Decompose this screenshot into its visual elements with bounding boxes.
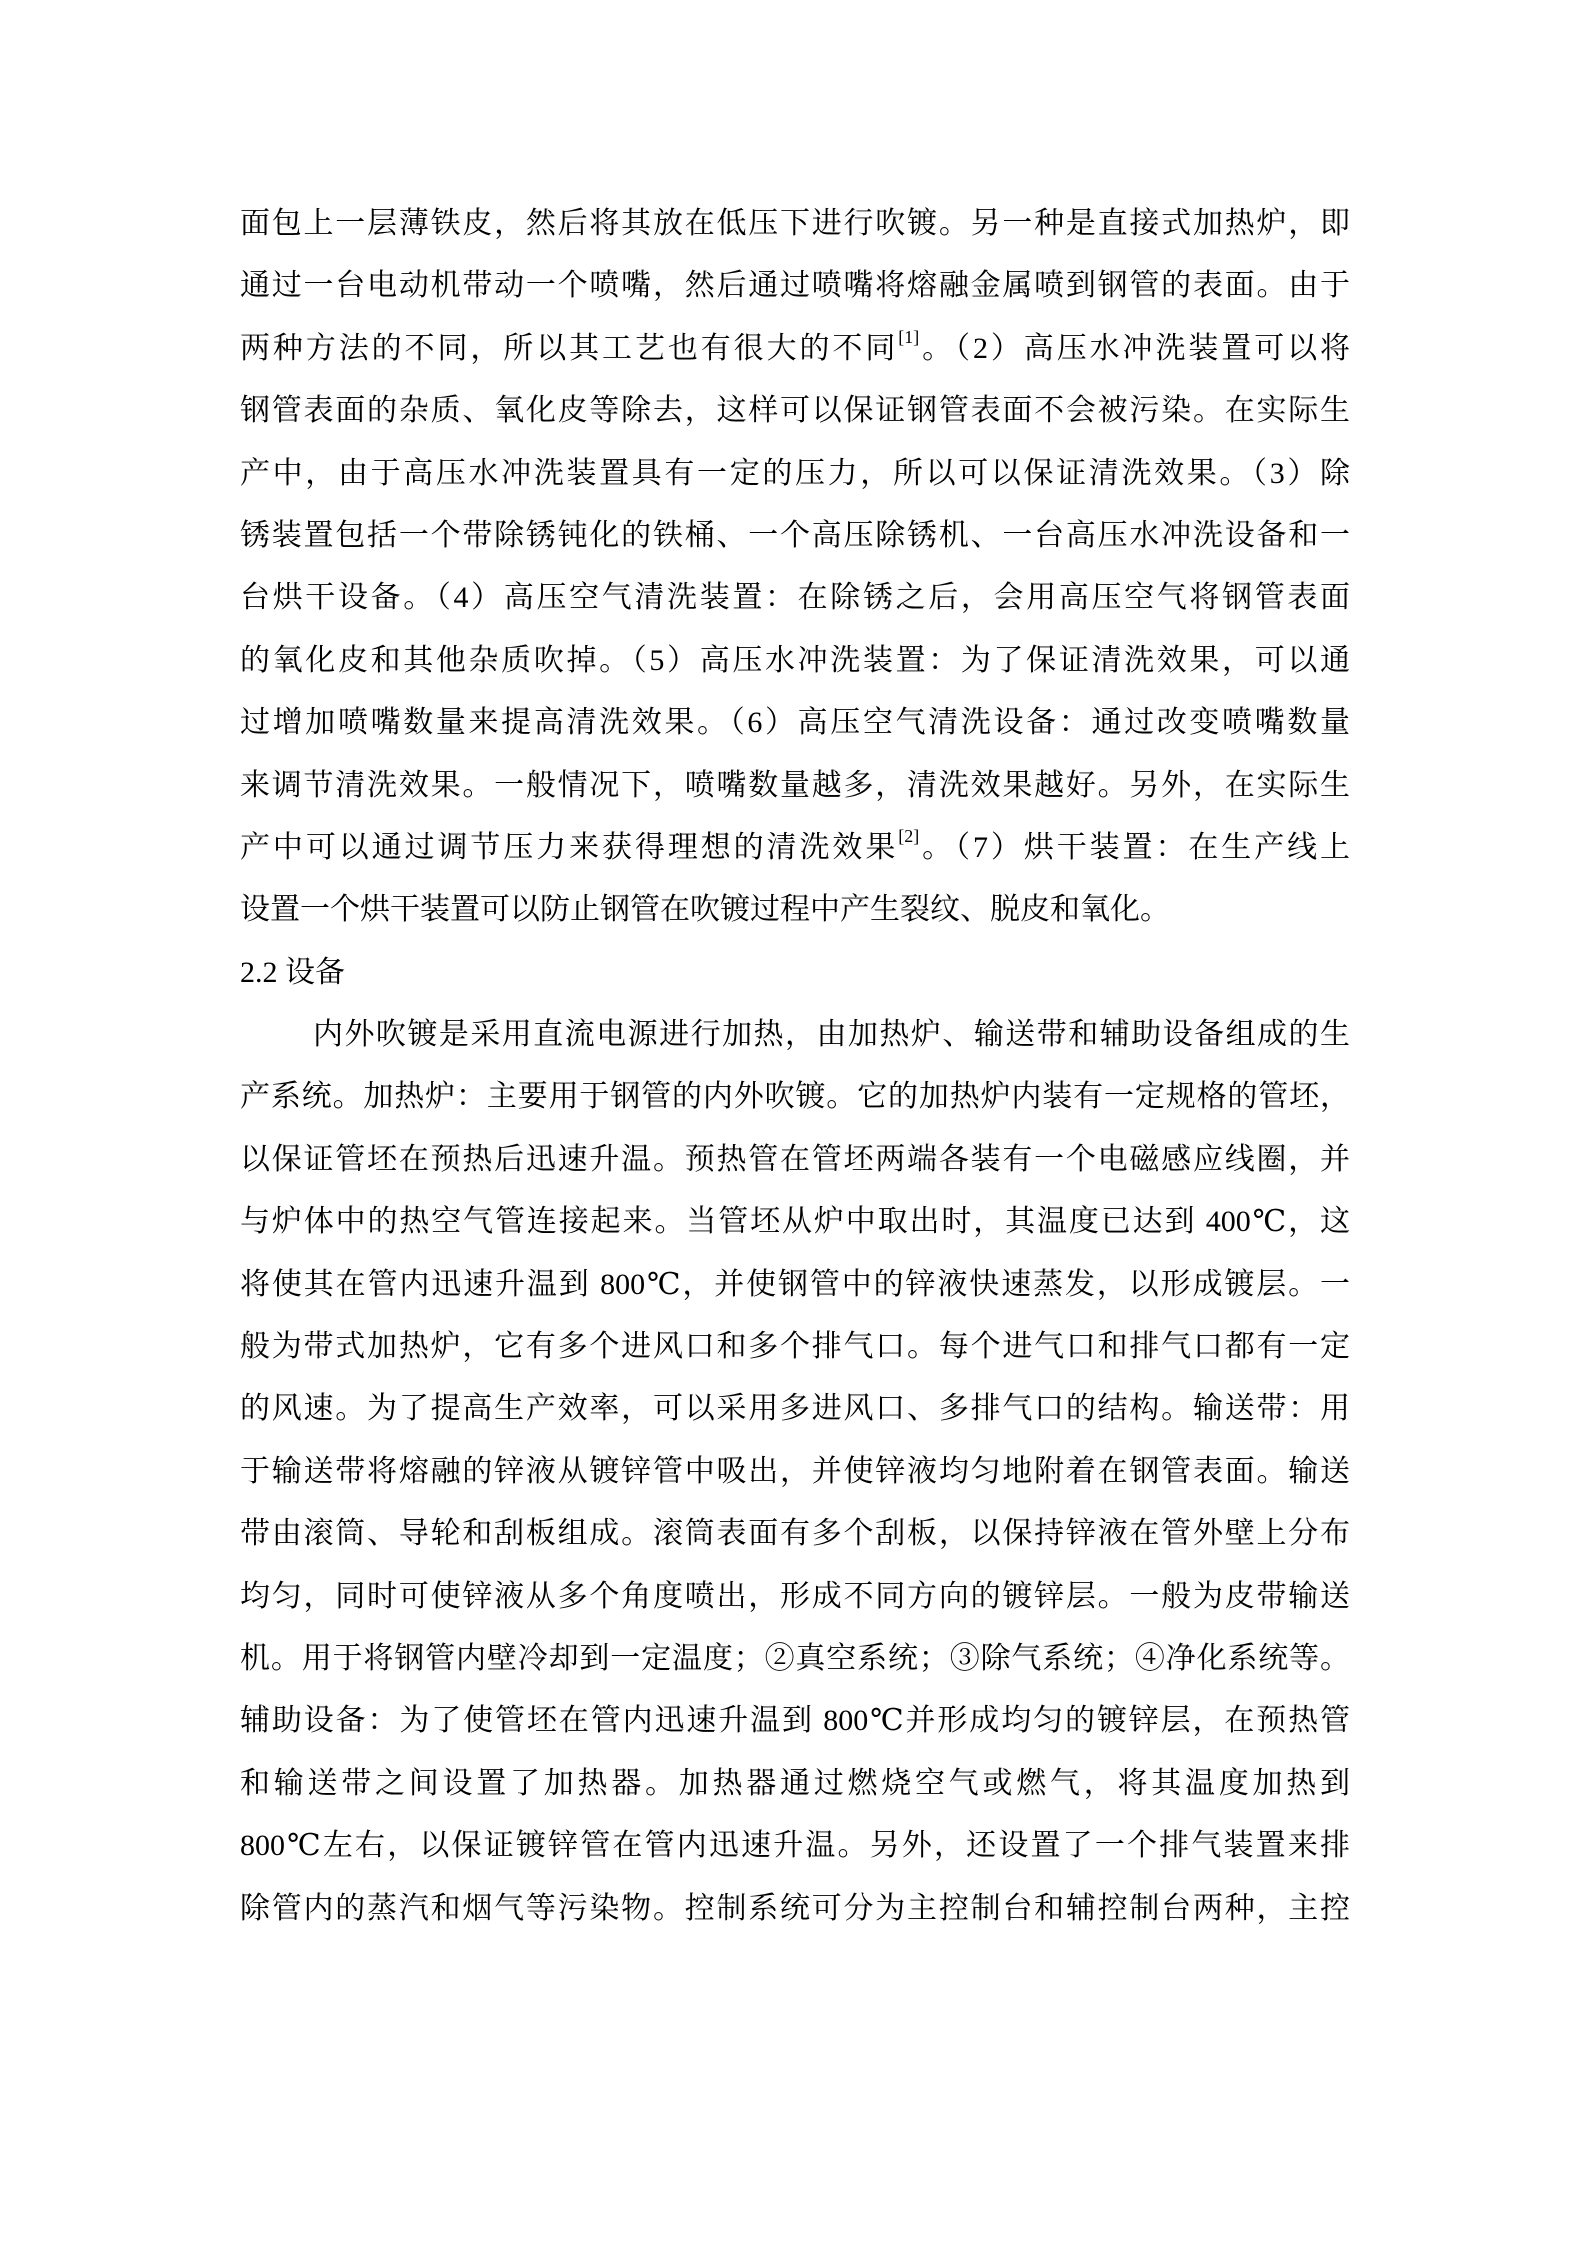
text-line xyxy=(240,1441,1350,1503)
text-line xyxy=(240,1753,1350,1815)
text-run: 和输送带之间设置了加热器。加热器通过燃烧空气或燃气，将其温度加热到 xyxy=(240,1766,1350,1800)
text-run: 与炉体中的热空气管连接起来。当管坯从炉中取出时，其温度已达到 400℃，这 xyxy=(240,1205,1350,1239)
text-line xyxy=(240,318,1350,380)
text-run: 通过一台电动机带动一个喷嘴，然后通过喷嘴将熔融金属喷到钢管的表面。由于 xyxy=(240,269,1350,303)
text-run: 两种方法的不同，所以其工艺也有很大的不同 xyxy=(240,331,899,365)
text-line xyxy=(240,1815,1350,1877)
text-run: 800℃左右，以保证镀锌管在管内迅速升温。另外，还设置了一个排气装置来排 xyxy=(240,1829,1350,1863)
text-run: 设置一个烘干装置可以防止钢管在吹镀过程中产生裂纹、脱皮和氧化。 xyxy=(240,893,1170,927)
text-line xyxy=(240,193,1350,255)
text-run: 于输送带将熔融的锌液从镀锌管中吸出，并使锌液均匀地附着在钢管表面。输送 xyxy=(240,1454,1350,1488)
text-line xyxy=(240,1316,1350,1378)
text-run: 内外吹镀是采用直流电源进行加热，由加热炉、输送带和辅助设备组成的生 xyxy=(313,1018,1350,1052)
citation-ref: [1] xyxy=(898,326,920,347)
text-run: 辅助设备：为了使管坯在管内迅速升温到 800℃并形成均匀的镀锌层，在预热管 xyxy=(240,1704,1350,1738)
text-line xyxy=(240,1254,1350,1316)
text-line xyxy=(240,1378,1350,1440)
text-run: 将使其在管内迅速升温到 800℃，并使钢管中的锌液快速蒸发，以形成镀层。一 xyxy=(240,1267,1350,1301)
text-run: 产系统。加热炉：主要用于钢管的内外吹镀。它的加热炉内装有一定规格的管坯， xyxy=(240,1080,1350,1114)
text-run: 除管内的蒸汽和烟气等污染物。控制系统可分为主控制台和辅控制台两种，主控 xyxy=(240,1891,1350,1925)
page-text xyxy=(240,193,1350,1940)
text-run: 锈装置包括一个带除锈钝化的铁桶、一个高压除锈机、一台高压水冲洗设备和一 xyxy=(240,518,1350,552)
text-run: 机。用于将钢管内壁冷却到一定温度；②真空系统；③除气系统；④净化系统等。 xyxy=(240,1641,1350,1675)
text-run: 的风速。为了提高生产效率，可以采用多进风口、多排气口的结构。输送带：用 xyxy=(240,1392,1350,1426)
text-run: 2.2 设备 xyxy=(240,955,345,989)
section-heading xyxy=(240,942,1350,1004)
text-line xyxy=(240,1503,1350,1565)
text-run: 均匀，同时可使锌液从多个角度喷出，形成不同方向的镀锌层。一般为皮带输送 xyxy=(240,1579,1350,1613)
text-run: 产中可以通过调节压力来获得理想的清洗效果 xyxy=(240,830,899,864)
text-line xyxy=(240,1690,1350,1752)
text-run: 。（2）高压水冲洗装置可以将 xyxy=(919,331,1351,365)
text-line xyxy=(240,630,1350,692)
text-line xyxy=(240,443,1350,505)
text-run: 以保证管坯在预热后迅速升温。预热管在管坯两端各装有一个电磁感应线圈，并 xyxy=(240,1142,1350,1176)
text-run: 的氧化皮和其他杂质吹掉。（5）高压水冲洗装置：为了保证清洗效果，可以通 xyxy=(240,643,1350,677)
text-line xyxy=(240,1566,1350,1628)
text-run: 般为带式加热炉，它有多个进风口和多个排气口。每个进气口和排气口都有一定 xyxy=(240,1330,1350,1364)
text-line xyxy=(240,1191,1350,1253)
text-run: 来调节清洗效果。一般情况下，喷嘴数量越多，清洗效果越好。另外，在实际生 xyxy=(240,768,1350,802)
text-line xyxy=(240,1129,1350,1191)
text-line xyxy=(240,567,1350,629)
text-run: 面包上一层薄铁皮，然后将其放在低压下进行吹镀。另一种是直接式加热炉，即 xyxy=(240,207,1350,240)
text-run: 钢管表面的杂质、氧化皮等除去，这样可以保证钢管表面不会被污染。在实际生 xyxy=(240,394,1350,428)
text-line xyxy=(240,879,1350,941)
text-run: 过增加喷嘴数量来提高清洗效果。（6）高压空气清洗设备：通过改变喷嘴数量 xyxy=(240,706,1350,740)
citation-ref: [2] xyxy=(898,825,920,846)
text-line xyxy=(240,1066,1350,1128)
text-line xyxy=(240,755,1350,817)
text-run: 。（7）烘干装置：在生产线上 xyxy=(919,830,1351,864)
text-run: 带由滚筒、导轮和刮板组成。滚筒表面有多个刮板，以保持锌液在管外壁上分布 xyxy=(240,1517,1350,1551)
text-line xyxy=(240,380,1350,442)
text-line xyxy=(240,1878,1350,1940)
text-run: 台烘干设备。（4）高压空气清洗装置：在除锈之后，会用高压空气将钢管表面 xyxy=(240,581,1350,615)
text-line xyxy=(240,1628,1350,1690)
text-run: 产中，由于高压水冲洗装置具有一定的压力，所以可以保证清洗效果。（3）除 xyxy=(240,456,1350,490)
text-line xyxy=(240,505,1350,567)
text-line xyxy=(240,255,1350,317)
text-line xyxy=(240,692,1350,754)
text-line xyxy=(240,817,1350,879)
text-line xyxy=(240,1004,1350,1066)
